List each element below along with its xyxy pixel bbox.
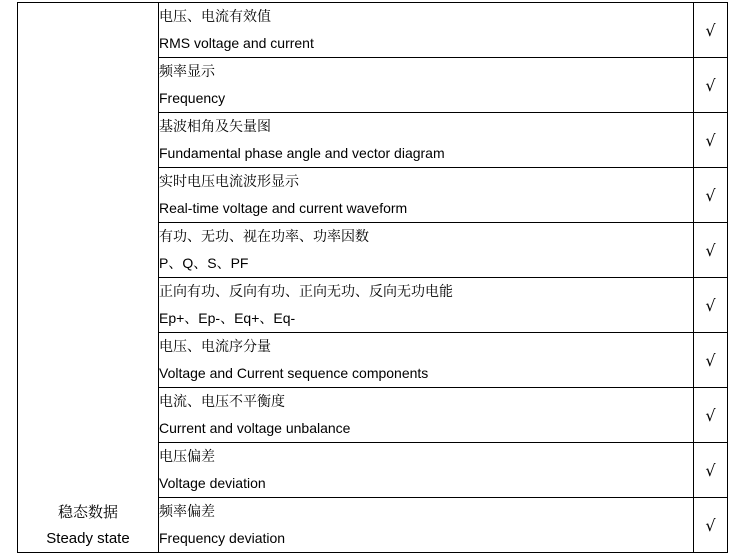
feature-cell (159, 333, 694, 388)
support-checkmark: √ (694, 388, 728, 443)
support-checkmark: √ (694, 58, 728, 113)
feature-label-en: Fundamental phase angle and vector diagram (159, 145, 445, 161)
feature-label-zh: 实时电压电流波形显示 (159, 173, 299, 189)
feature-cell (159, 113, 694, 168)
feature-label-zh: 电流、电压不平衡度 (159, 393, 285, 409)
spec-table (17, 2, 728, 553)
feature-label-en: Frequency deviation (159, 530, 286, 546)
feature-label-en: Current and voltage unbalance (159, 420, 351, 436)
feature-label-zh: 频率显示 (159, 63, 215, 79)
feature-label-zh: 电压偏差 (159, 448, 215, 464)
feature-cell (159, 278, 694, 333)
feature-label-zh: 电压、电流有效值 (159, 8, 271, 24)
feature-cell (159, 58, 694, 113)
support-checkmark: √ (694, 113, 728, 168)
feature-label-zh: 频率偏差 (159, 503, 215, 519)
feature-label-en: Voltage deviation (159, 475, 266, 491)
support-checkmark: √ (694, 498, 728, 553)
support-checkmark: √ (694, 278, 728, 333)
feature-cell (159, 388, 694, 443)
table-row (18, 3, 728, 58)
feature-cell (159, 168, 694, 223)
feature-label-en: Ep+、Ep-、Eq+、Eq- (159, 310, 296, 326)
support-checkmark: √ (694, 333, 728, 388)
support-checkmark: √ (694, 168, 728, 223)
feature-cell (159, 498, 694, 553)
feature-label-en: Real-time voltage and current waveform (159, 200, 408, 216)
feature-label-zh: 基波相角及矢量图 (159, 118, 271, 134)
feature-cell (159, 3, 694, 58)
feature-label-zh: 电压、电流序分量 (159, 338, 271, 354)
feature-label-zh: 有功、无功、视在功率、功率因数 (159, 228, 369, 244)
feature-label-en: RMS voltage and current (159, 35, 314, 51)
category-label-en: Steady state (46, 530, 130, 547)
feature-cell (159, 223, 694, 278)
category-cell (18, 3, 159, 553)
support-checkmark: √ (694, 443, 728, 498)
feature-label-en: P、Q、S、PF (159, 255, 249, 271)
support-checkmark: √ (694, 3, 728, 58)
category-label-zh: 稳态数据 (57, 504, 118, 521)
support-checkmark: √ (694, 223, 728, 278)
feature-label-en: Voltage and Current sequence components (159, 365, 429, 381)
feature-label-zh: 正向有功、反向有功、正向无功、反向无功电能 (159, 283, 453, 299)
feature-cell (159, 443, 694, 498)
feature-label-en: Frequency (159, 90, 226, 106)
